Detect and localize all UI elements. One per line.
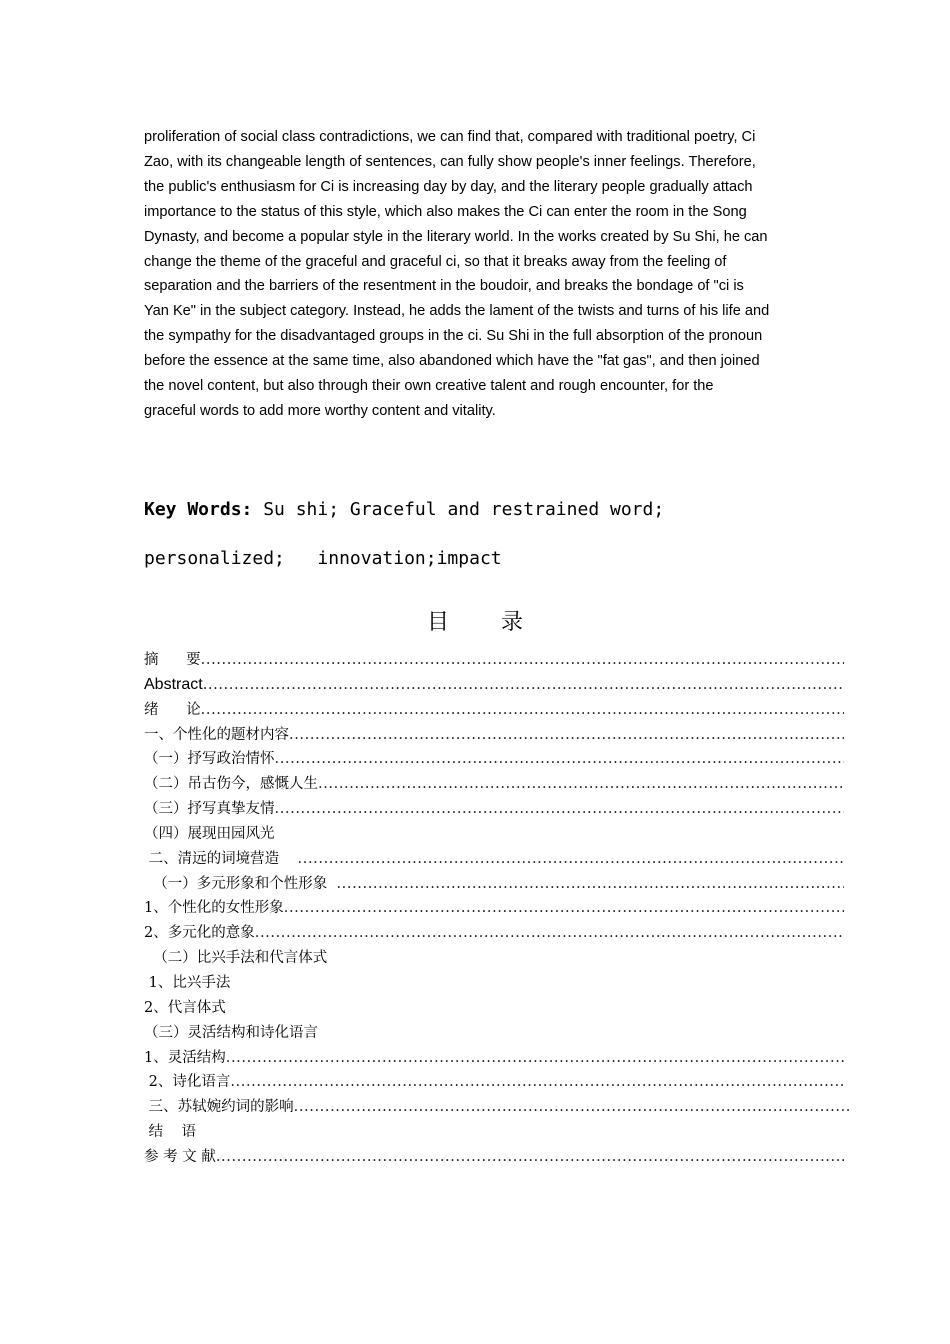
toc-entry-abstract-cn[interactable] <box>144 648 844 673</box>
toc-entry-label: 1、个性化的女性形象 <box>144 900 284 917</box>
abstract-line: graceful words to add more worthy content and vitality. <box>144 402 496 419</box>
abstract-line: change the theme of the graceful and graceful ci, so that it breaks away from the feeling of <box>144 253 727 270</box>
abstract-line: importance to the status of this style, which also makes the Ci can enter the room in the Song <box>144 203 747 220</box>
toc-leader-dots <box>284 896 844 921</box>
toc-leader-dots <box>201 698 844 723</box>
keywords-label: Key Words: <box>144 499 253 520</box>
toc-entry-label: 2、代言体式 <box>144 999 226 1016</box>
toc-entry-item-2-1-1[interactable] <box>144 896 844 921</box>
toc-leader-dots <box>275 797 845 822</box>
toc-leader-dots <box>275 747 845 772</box>
toc-leader-dots <box>230 1070 844 1095</box>
toc-entry-label: 参 考 文 献 <box>144 1148 216 1165</box>
toc-entry-item-2-3-2[interactable] <box>144 1070 844 1095</box>
toc-entry-label: 2、多元化的意象 <box>144 925 255 942</box>
toc-leader-dots <box>294 1095 851 1120</box>
toc-leader-dots <box>216 1145 844 1170</box>
toc-entry-section-1-1[interactable] <box>144 747 844 772</box>
toc-entry-label: 二、清远的词境营造 <box>144 850 298 867</box>
toc-entry-references[interactable] <box>144 1145 844 1170</box>
abstract-line: the public's enthusiasm for Ci is increasing day by day, and the literary people gradually attach <box>144 178 753 195</box>
keywords-text: Su shi; Graceful and restrained word; <box>252 499 665 520</box>
toc-entry-label: （三）抒写真挚友情 <box>144 801 275 818</box>
toc-leader-dots <box>289 723 844 748</box>
toc-entry-section-1-4[interactable] <box>144 822 844 847</box>
abstract-line: Dynasty, and become a popular style in the literary world. In the works created by Su Shi, he can <box>144 228 768 245</box>
abstract-paragraph <box>144 125 809 424</box>
toc-title-char-1: 目 <box>426 610 449 635</box>
toc-leader-dots <box>318 772 844 797</box>
toc-entry-chapter-3[interactable] <box>144 1095 851 1120</box>
toc-entry-label: 1、比兴手法 <box>144 974 231 991</box>
toc-entry-label: 绪 论 <box>144 701 201 718</box>
toc-entry-label: 摘 要 <box>144 652 201 668</box>
keywords-line-1 <box>144 485 844 534</box>
table-of-contents <box>144 648 844 1170</box>
toc-entry-section-2-2[interactable] <box>144 946 844 971</box>
keywords-block <box>144 485 844 583</box>
toc-entry-label: 1、灵活结构 <box>144 1049 226 1066</box>
toc-entry-section-2-3[interactable] <box>144 1021 844 1046</box>
abstract-line: the novel content, but also through their own creative talent and rough encounter, for the <box>144 378 714 395</box>
toc-entry-label: （一）多元形象和个性形象 <box>144 875 337 892</box>
abstract-line: the sympathy for the disadvantaged groups in the ci. Su Shi in the full absorption of the pronoun <box>144 328 763 345</box>
toc-entry-label: （三）灵活结构和诗化语言 <box>144 1024 318 1041</box>
keywords-line-2: personalized; innovation;impact <box>144 548 502 569</box>
toc-leader-dots <box>203 673 844 698</box>
toc-leader-dots <box>336 872 844 897</box>
toc-entry-label: （二）吊古伤今，感慨人生 <box>144 776 318 793</box>
toc-entry-item-2-3-1[interactable] <box>144 1046 844 1071</box>
toc-entry-conclusion[interactable] <box>144 1120 844 1145</box>
toc-entry-item-2-1-2[interactable] <box>144 921 844 946</box>
abstract-line: separation and the barriers of the resentment in the boudoir, and breaks the bondage of "ci is <box>144 278 744 295</box>
toc-entry-label: 三、苏轼婉约词的影响 <box>144 1099 294 1116</box>
toc-entry-label: Abstract <box>144 675 203 693</box>
toc-entry-label: （一）抒写政治情怀 <box>144 751 275 768</box>
toc-title-char-2: 录 <box>501 610 524 635</box>
abstract-line: Yan Ke" in the subject category. Instead, he adds the lament of the twists and turns of his life and <box>144 303 770 320</box>
toc-entry-label: （四）展现田园风光 <box>144 825 275 842</box>
toc-entry-label: （二）比兴手法和代言体式 <box>144 950 328 967</box>
toc-entry-label: 2、诗化语言 <box>144 1074 231 1091</box>
toc-entry-chapter-1[interactable] <box>144 723 844 748</box>
toc-leader-dots <box>298 847 844 872</box>
toc-entry-label: 结 语 <box>144 1124 197 1141</box>
toc-entry-chapter-2[interactable] <box>144 847 844 872</box>
toc-leader-dots <box>201 648 844 673</box>
toc-leader-dots <box>226 1046 844 1071</box>
toc-entry-item-2-2-2[interactable] <box>144 996 844 1021</box>
toc-entry-introduction[interactable] <box>144 698 844 723</box>
toc-entry-section-1-3[interactable] <box>144 797 844 822</box>
toc-entry-item-2-2-1[interactable] <box>144 971 844 996</box>
toc-leader-dots <box>255 921 844 946</box>
toc-entry-section-2-1[interactable] <box>144 872 844 897</box>
abstract-line: proliferation of social class contradictions, we can find that, compared with traditional poetry, Ci <box>144 129 756 145</box>
abstract-line: Zao, with its changeable length of sentences, can fully show people's inner feelings. Therefore, <box>144 153 756 170</box>
toc-entry-label: 一、个性化的题材内容 <box>144 726 289 743</box>
toc-entry-abstract-en[interactable] <box>144 673 844 698</box>
toc-title <box>0 606 950 640</box>
toc-entry-section-1-2[interactable] <box>144 772 844 797</box>
abstract-line: before the essence at the same time, also abandoned which have the "fat gas", and then joined <box>144 353 760 370</box>
